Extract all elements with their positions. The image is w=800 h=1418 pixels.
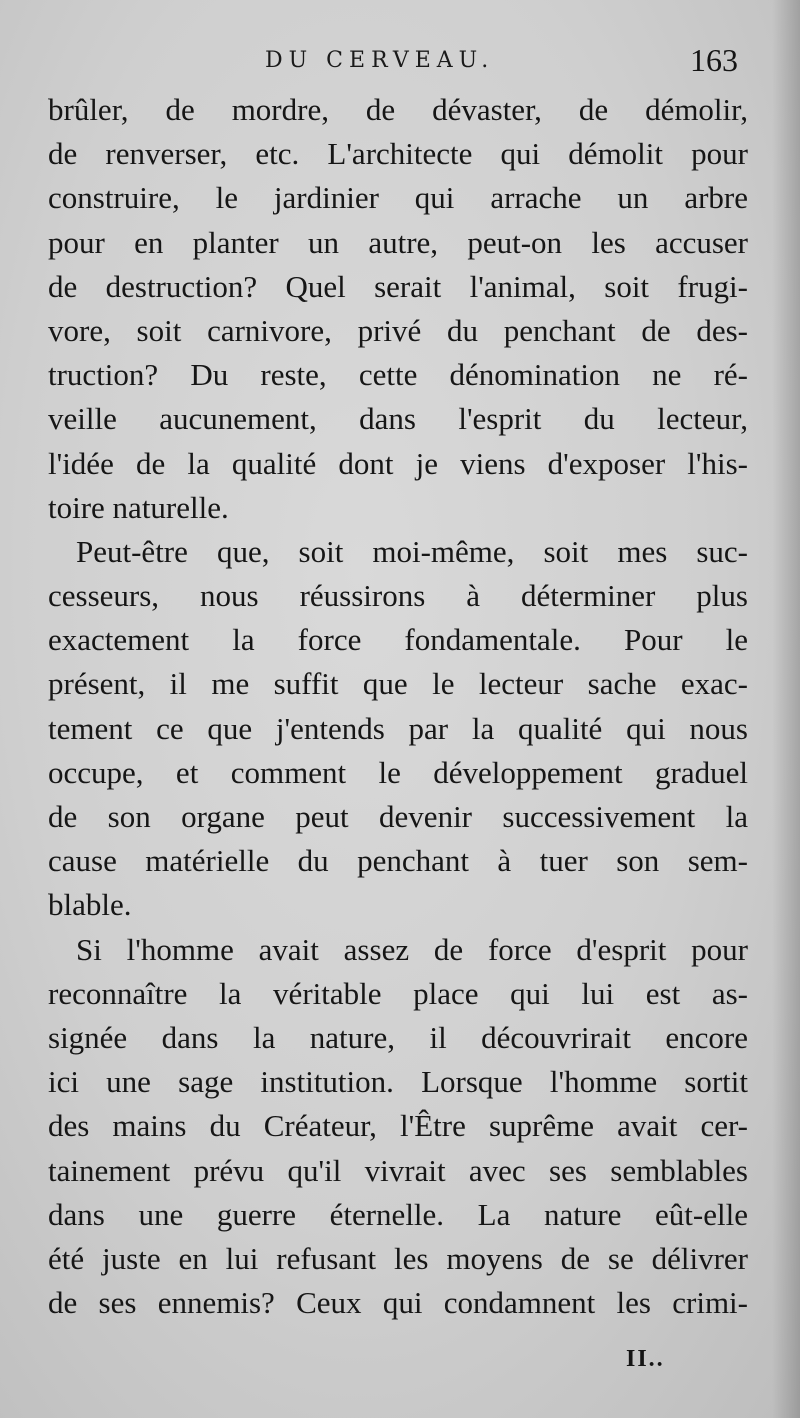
text-line: Peut-être que, soit moi-même, soit mes suc- (76, 533, 748, 569)
text-line: présent, il me suffit que le lecteur sache exac- (48, 666, 748, 702)
text-line: truction? Du reste, cette dénomination ne ré- (48, 357, 748, 393)
paragraph (48, 928, 748, 1326)
text-line: tainement prévu qu'il vivrait avec ses semblables (48, 1152, 748, 1188)
page-number: 163 (690, 42, 738, 78)
text-line: exactement la force fondamentale. Pour le (48, 622, 748, 658)
signature-mark: II.. (626, 1346, 665, 1372)
text-line: de destruction? Quel serait l'animal, soit frugi- (48, 268, 748, 304)
text-line: des mains du Créateur, l'Être suprême avait cer- (48, 1108, 748, 1144)
text-line: de son organe peut devenir successivement la (48, 799, 748, 834)
running-title: DU CERVEAU. (265, 48, 495, 73)
page-edge-shadow (772, 0, 800, 1418)
text-line: l'idée de la qualité dont je viens d'exposer l'his- (48, 445, 748, 481)
text-line: toire naturelle. (48, 489, 229, 525)
text-line: vore, soit carnivore, privé du penchant de des- (48, 312, 748, 348)
body-text (48, 88, 748, 1325)
paragraph (48, 530, 748, 928)
text-line: brûler, de mordre, de dévaster, de démolir, (48, 92, 748, 127)
text-line: cesseurs, nous réussirons à déterminer plus (48, 578, 748, 614)
text-line: signée dans la nature, il découvrirait encore (48, 1019, 748, 1055)
text-line: construire, le jardinier qui arrache un arbre (48, 180, 748, 216)
text-line: dans une guerre éternelle. La nature eût-elle (48, 1196, 748, 1232)
text-line: de ses ennemis? Ceux qui condamnent les crimi- (48, 1285, 748, 1321)
text-line: occupe, et comment le développement graduel (48, 754, 748, 790)
text-line: Si l'homme avait assez de force d'esprit pour (76, 931, 748, 967)
text-line: cause matérielle du penchant à tuer son sem- (48, 843, 748, 879)
text-line: reconnaître la véritable place qui lui est as- (48, 975, 748, 1011)
text-line: été juste en lui refusant les moyens de se délivrer (48, 1240, 748, 1276)
text-line: de renverser, etc. L'architecte qui démolit pour (48, 136, 748, 172)
text-line: tement ce que j'entends par la qualité qui nous (48, 710, 748, 746)
paragraph (48, 88, 748, 530)
text-line: veille aucunement, dans l'esprit du lecteur, (48, 401, 748, 437)
text-line: pour en planter un autre, peut-on les accuser (48, 224, 748, 260)
text-line: blable. (48, 887, 132, 923)
running-head (0, 42, 800, 82)
text-line: ici une sage institution. Lorsque l'homme sortit (48, 1064, 748, 1100)
